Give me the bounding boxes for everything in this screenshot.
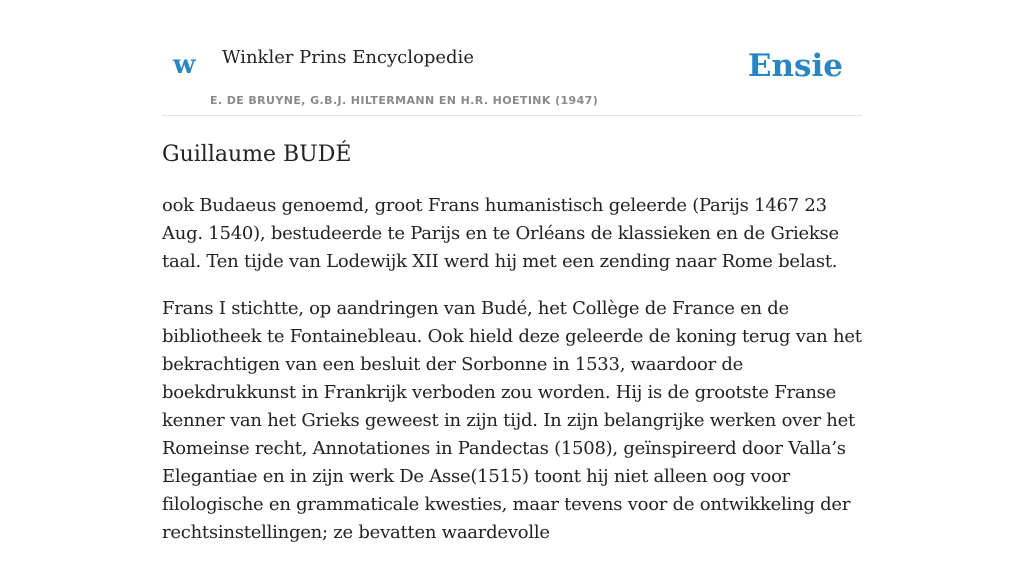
ensie-logo-link[interactable]: Ensie: [747, 48, 843, 84]
book-header: [162, 30, 862, 116]
article-title: Guillaume BUDÉ: [162, 142, 352, 167]
book-title[interactable]: Winkler Prins Encyclopedie: [222, 47, 474, 68]
article-paragraph: ook Budaeus genoemd, groot Frans humanistisch geleerde (Parijs 1467 23 Aug. 1540), bestudeerde te Parijs en te Orléans de klassieken en de Griekse taal. Ten tijde van Lodewijk XII werd hij met een zending naar Rome belast.: [162, 195, 839, 272]
book-logo-icon[interactable]: w: [173, 50, 196, 80]
book-authors: E. DE BRUYNE, G.B.J. HILTERMANN EN H.R. HOETINK (1947): [210, 94, 599, 107]
article-paragraph: Frans I stichtte, op aandringen van Budé, het Collège de France en de bibliotheek te Fontainebleau. Ook hield deze geleerde de koning terug van het bekrachtigen van een besluit der Sorbonne in 1533, waardoor de boekdrukkunst in Frankrijk verboden zou worden. Hij is de grootste Franse kenner van het Grieks geweest in zijn tijd. In zijn belangrijke werken over het Romeinse recht, Annotationes in Pandectas (1508), geïnspireerd door Valla’s Elegantiae en in zijn werk De Asse(1515) toont hij niet alleen oog voor filologische en grammaticale kwesties, maar tevens voor de ontwikkeling der rechtsinstellingen; ze bevatten waardevolle: [162, 298, 862, 543]
article: [162, 138, 862, 566]
